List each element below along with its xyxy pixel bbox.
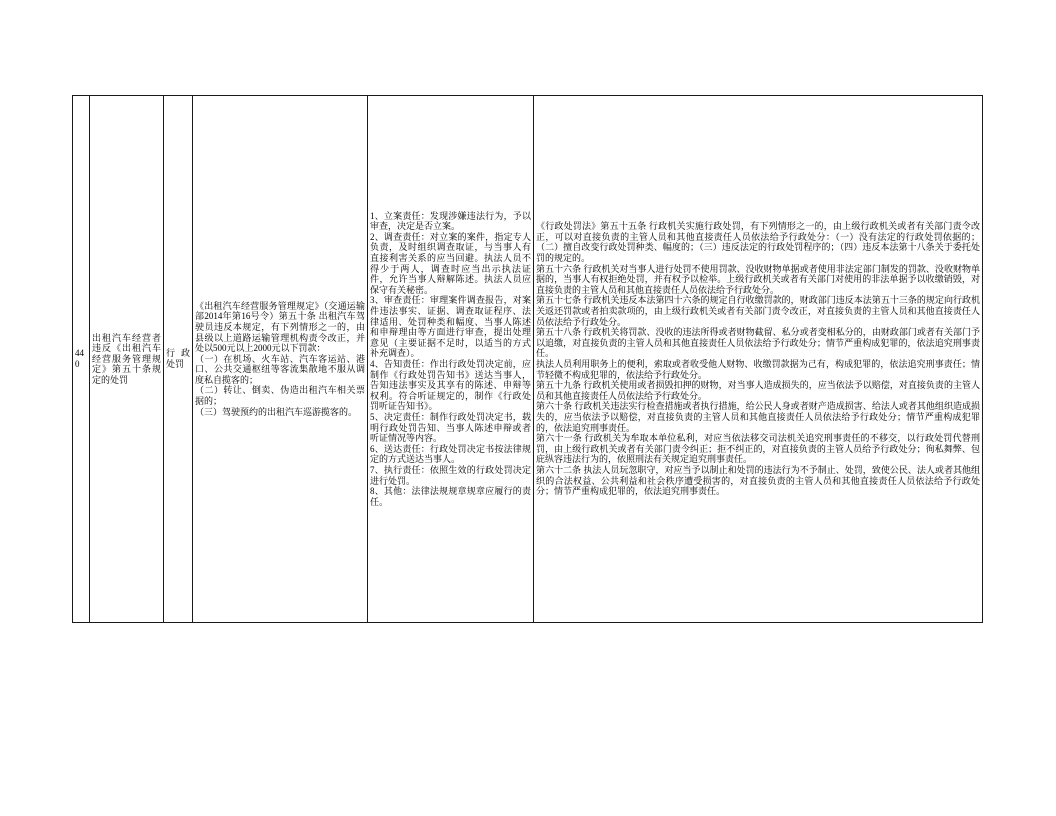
cell-accountability	[534, 96, 983, 623]
legal-basis-paragraph: （三）驾驶预约的出租汽车巡游揽客的。	[195, 406, 358, 417]
responsibility-item: 3、审查责任：审理案件调查报告，对案件违法事实、证据、调查取证程序、法律适用、处罚种类和幅度、当事人陈述和申辩理由等方面进行审查，提出处理意见（主要证据不足时，以适当的方式补充调查）。	[370, 295, 531, 359]
responsibility-item: 4、告知责任：作出行政处罚决定前，应制作《行政处罚告知书》送达当事人，告知违法事实及其享有的陈述、申辩等权利。符合听证规定的，制作《行政处罚听证告知书》。	[370, 359, 531, 412]
legal-basis-paragraph: （二）转让、倒卖、伪造出租汽车相关票据的；	[195, 385, 365, 407]
accountability-paragraph: 第五十六条 行政机关对当事人进行处罚不使用罚款、没收财物单据或者使用非法定部门制发的罚款、没收财物单据的，当事人有权拒绝处罚，并有权予以检举。上级行政机关或者有关部门对使用的非法单据予以收缴销毁，对直接负责的主管人员和其他直接责任人员依法给予行政处分。	[536, 263, 980, 295]
accountability-paragraph: 第六十条 行政机关违法实行检查措施或者执行措施，给公民人身或者财产造成损害、给法人或者其他组织造成损失的，应当依法予以赔偿，对直接负责的主管人员和其他直接责任人员依法给予行政处分；情节严重构成犯罪的，依法追究刑事责任。	[536, 401, 980, 433]
table-row	[73, 96, 983, 623]
accountability-paragraph: 第六十二条 执法人员玩忽职守，对应当予以制止和处罚的违法行为不予制止、处罚，致使公民、法人或者其他组织的合法权益、公共利益和社会秩序遭受损害的，对直接负责的主管人员和其他直接责任人员依法给予行政处分；情节严重构成犯罪的，依法追究刑事责任。	[536, 464, 980, 497]
responsibility-item: 5、决定责任：制作行政处罚决定书，载明行政处罚告知、当事人陈述申辩或者听证情况等内容。	[370, 411, 531, 444]
item-name: 出租汽车经营者违反《出租汽车经营服务管理规定》第五十条规定的处罚	[92, 332, 161, 385]
responsibility-item: 2、调查责任：对立案的案件，指定专人负责，及时组织调查取证，与当事人有直接利害关系的应当回避。执法人员不得少于两人，调查时应当出示执法证件，允许当事人辩解陈述。执法人员应保守有关秘密。	[370, 231, 531, 295]
accountability-paragraph: 第五十九条 行政机关使用或者损毁扣押的财物，对当事人造成损失的，应当依法予以赔偿，对直接负责的主管人员和其他直接责任人员依法给予行政处分。	[536, 380, 980, 401]
accountability-paragraph: 第五十八条 行政机关将罚款、没收的违法所得或者财物截留、私分或者变相私分的，由财政部门或者有关部门予以追缴，对直接负责的主管人员和其他直接责任人员依法给予行政处分；情节严重构成犯罪的，依法追究刑事责任。	[536, 327, 980, 359]
responsibility-item: 8、其他：法律法规规章规章应履行的责任。	[370, 486, 531, 507]
accountability-paragraph: 第六十一条 行政机关为牟取本单位私利，对应当依法移交司法机关追究刑事责任的不移交，以行政处罚代替刑罚，由上级行政机关或者有关部门责令纠正；拒不纠正的，对直接负责的主管人员给予行政处分；徇私舞弊、包庇纵容违法行为的，依照刑法有关规定追究刑事责任。	[536, 433, 980, 465]
responsibility-item: 7、执行责任：依照生效的行政处罚决定进行处罚。	[370, 464, 531, 486]
legal-basis-paragraph: （一）在机场、火车站、汽车客运站、港口、公共交通枢纽等客流集散地不服从调度私自揽客的；	[195, 353, 365, 385]
cell-serial-number	[73, 96, 90, 623]
penalty-table	[72, 95, 983, 623]
cell-legal-basis	[193, 96, 368, 623]
accountability-paragraph: 第五十七条 行政机关违反本法第四十六条的规定自行收缴罚款的，财政部门违反本法第五十三条的规定向行政机关返还罚款或者拍卖款项的，由上级行政机关或者有关部门责令改正，对直接负责的主管人员和其他直接责任人员依法给予行政处分。	[536, 295, 980, 327]
cell-penalty-type	[164, 96, 193, 623]
cell-responsibilities	[368, 96, 534, 623]
accountability-paragraph: 执法人员利用职务上的便利，索取或者收受他人财物、收缴罚款据为己有，构成犯罪的，依法追究刑事责任；情节轻微不构成犯罪的，依法给予行政处分。	[536, 359, 980, 380]
responsibility-item: 1、立案责任：发现涉嫌违法行为，予以审查，决定是否立案。	[370, 210, 531, 232]
penalty-type: 行政处罚	[166, 348, 190, 369]
cell-item-name	[90, 96, 164, 623]
accountability-paragraph: 《行政处罚法》第五十五条 行政机关实施行政处罚，有下列情形之一的，由上级行政机关或者有关部门责令改正，可以对直接负责的主管人员和其他直接责任人员依法给予行政处分：（一）没有法定的行政处罚依据的；（二）擅自改变行政处罚种类、幅度的；（三）违反法定的行政处罚程序的；（四）违反本法第十八条关于委托处罚的规定的。	[536, 221, 980, 264]
responsibility-item: 6、送达责任：行政处罚决定书按法律规定的方式送达当事人。	[370, 443, 531, 465]
legal-basis-paragraph: 《出租汽车经营服务管理规定》（交通运输部2014年第16号令）第五十条 出租汽车驾驶员违反本规定，有下列情形之一的，由县级以上道路运输管理机构责令改正，并处以500元以上2000元以下罚款：	[195, 300, 365, 354]
serial-number: 440	[75, 348, 84, 369]
